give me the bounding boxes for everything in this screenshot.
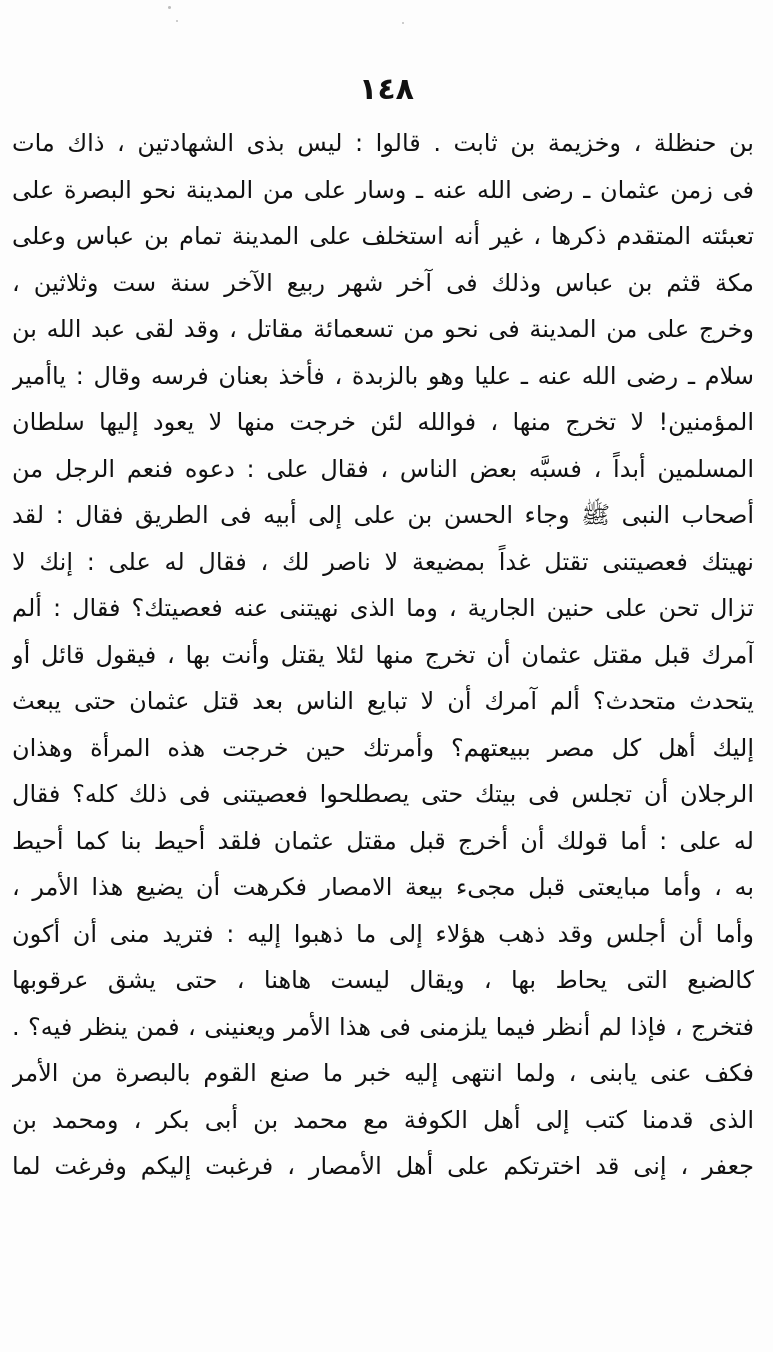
text-line: مكة قثم بن عباس وذلك فى آخر شهر ربيع الآخر سنة ست وثلاثين ، [12, 268, 754, 297]
text-line: المسلمين أبداً ، فسبَّه بعض الناس ، فقال على : دعوه فنعم الرجل من [12, 454, 754, 483]
scan-speck [168, 6, 171, 9]
text-line: فكف عنى يابنى ، ولما انتهى إليه خبر ما صنع القوم بالبصرة من الأمر [12, 1059, 754, 1087]
page-number: ١٤٨ [359, 72, 414, 107]
text-line: جعفر ، إنى قد اخترتكم على أهل الأمصار ، فرغبت إليكم وفرغت لما [12, 1152, 754, 1180]
text-line: فى زمن عثمان ـ رضى الله عنه ـ وسار على من المدينة نحو البصرة على [12, 175, 754, 204]
text-line: فتخرج ، فإذا لم أنظر فيما يلزمنى فى هذا الأمر ويعنينى ، فمن ينظر فيه؟ . [12, 1012, 754, 1041]
scan-speck [402, 22, 404, 24]
text-line: بن حنظلة ، وخزيمة بن ثابت . قالوا : ليس بذى الشهادتين ، ذاك مات [12, 129, 754, 157]
text-line: المؤمنين! لا تخرج منها ، فوالله لئن خرجت منها لا يعود إليها سلطان [12, 408, 754, 436]
text-line: تعبئته المتقدم ذكرها ، غير أنه استخلف على المدينة تمام بن عباس وعلى [12, 222, 754, 250]
text-line: به ، وأما مبايعتى قبل مجىء بيعة الامصار فكرهت أن يضيع هذا الأمر ، [12, 873, 754, 901]
text-line: وأما أن أجلس وقد ذهب هؤلاء إلى ما ذهبوا إليه : فتريد منى أن أكون [12, 919, 754, 948]
text-line: كالضبع التى يحاط بها ، ويقال ليست هاهنا ، حتى يشق عرقوبها [12, 966, 754, 994]
text-line: نهيتك فعصيتنى تقتل غداً بمضيعة لا ناصر لك ، فقال له على : إنك لا [12, 547, 754, 576]
text-line: الذى قدمنا كتب إلى أهل الكوفة مع محمد بن أبى بكر ، ومحمد بن [12, 1105, 754, 1134]
text-line: إليك أهل كل مصر ببيعتهم؟ وأمرتك حين خرجت هذه المرأة وهذان [12, 733, 754, 762]
text-line: له على : أما قولك أن أخرج قبل مقتل عثمان فلقد أحيط بنا كما أحيط [12, 826, 754, 855]
text-line: يتحدث متحدث؟ ألم آمرك أن لا تبايع الناس بعد قتل عثمان حتى يبعث [12, 687, 754, 715]
text-line: الرجلان أن تجلس فى بيتك حتى يصطلحوا فعصيتنى فى ذلك كله؟ فقال [12, 780, 754, 808]
text-line: أصحاب النبى ﷺ وجاء الحسن بن على إلى أبيه فى الطريق فقال : لقد [12, 501, 754, 529]
text-line: آمرك قبل مقتل عثمان أن تخرج منها لئلا يقتل وأنت بها ، فيقول قائل أو [12, 640, 754, 669]
text-line: سلام ـ رضى الله عنه ـ عليا وهو بالزبدة ، فأخذ بعنان فرسه وقال : ياأمير [12, 361, 754, 390]
scan-speck [176, 20, 178, 22]
text-line: وخرج على من المدينة فى نحو من تسعمائة مقاتل ، وقد لقى عبد الله بن [12, 315, 754, 343]
text-line: تزال تحن على حنين الجارية ، وما الذى نهيتنى عنه فعصيتك؟ فقال : ألم [12, 594, 754, 622]
body-text [12, 120, 754, 1190]
